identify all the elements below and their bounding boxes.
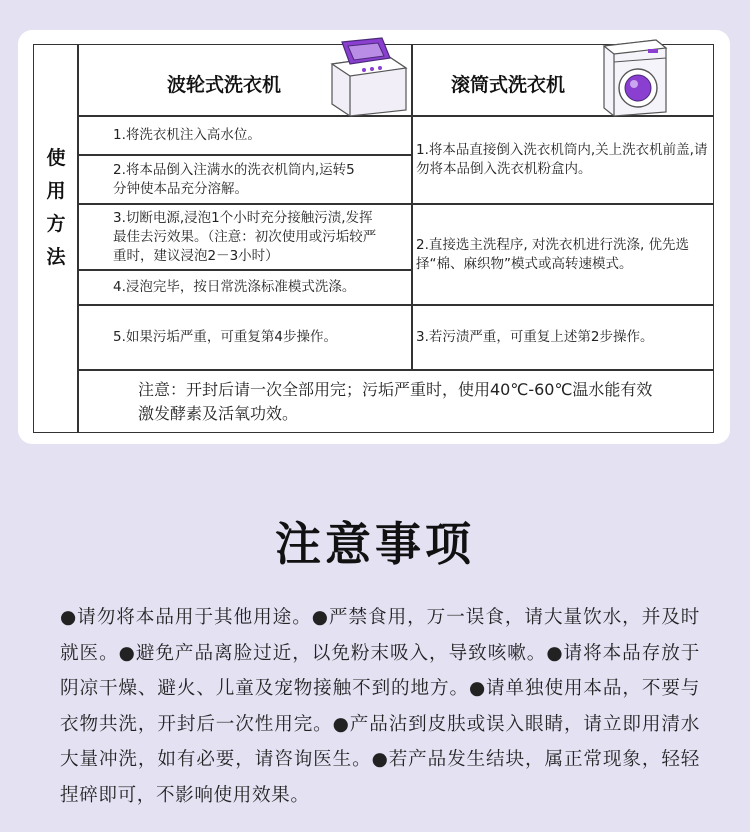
- side-label-char: 使: [46, 146, 66, 169]
- col1-step-3: 3.切断电源,浸泡1个小时充分接触污渍,发挥最佳去污效果。（注意：初次使用或污垢较严重时，建议浸泡2－3小时）: [113, 209, 377, 264]
- usage-note: 注意：开封后请一次全部用完；污垢严重时，使用40℃-60℃温水能有效激发酵素及活氧功效。: [138, 380, 653, 423]
- notice-body: ●请勿将本品用于其他用途。●严禁食用，万一误食，请大量饮水，并及时就医。●避免产品离脸过近，以免粉末吸入，导致咳嗽。●请将本品存放于阴凉干燥、避火、儿童及宠物接触不到的地方。●请单独使用本品，不要与衣物共洗，开封后一次性用完。●产品沾到皮肤或误入眼睛，请立即用清水大量冲洗，如有必要，请咨询医生。●若产品发生结块，属正常现象，轻轻捏碎即可，不影响使用效果。: [60, 607, 700, 806]
- notice-title: 注意事项: [275, 517, 475, 571]
- col1-step-1: 1.将洗衣机注入高水位。: [113, 127, 261, 143]
- col1-step-4: 4.浸泡完毕，按日常洗涤标准模式洗涤。: [113, 279, 356, 295]
- col2-step-2: 2.直接选主洗程序, 对洗衣机进行洗涤, 优先选择“棉、麻织物”模式或高转速模式。: [416, 236, 690, 272]
- col2-title: 滚筒式洗衣机: [451, 74, 566, 96]
- col2-step-3: 3.若污渍严重，可重复上述第2步操作。: [416, 329, 654, 345]
- col2-step-1: 1.将本品直接倒入洗衣机筒内,关上洗衣机前盖,请勿将本品倒入洗衣机粉盒内。: [416, 142, 708, 177]
- col1-step-2: 2.将本品倒入注满水的洗衣机筒内,运转5分钟使本品充分溶解。: [113, 161, 355, 197]
- side-label-char: 方: [46, 212, 66, 235]
- side-label-char: 法: [46, 245, 66, 268]
- usage-side-label: [34, 45, 78, 370]
- side-label-char: 用: [46, 179, 66, 202]
- col1-step-5: 5.如果污垢严重，可重复第4步操作。: [113, 329, 337, 345]
- front-load-washer-icon: [598, 36, 672, 118]
- col1-title: 波轮式洗衣机: [167, 74, 282, 96]
- top-load-washer-icon: [322, 34, 412, 118]
